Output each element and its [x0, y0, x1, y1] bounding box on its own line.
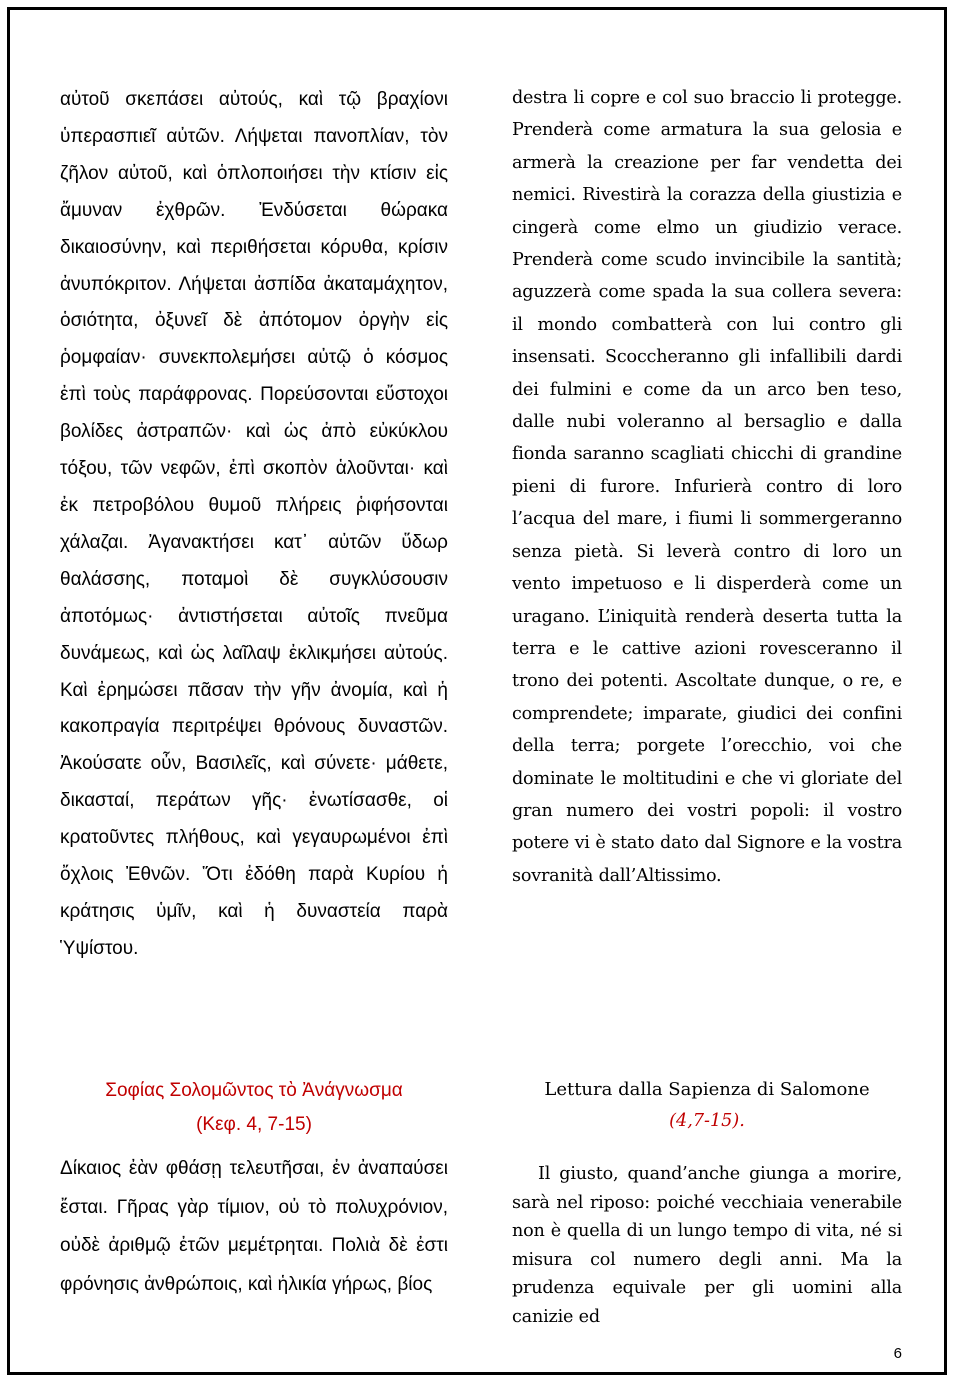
- greek-paragraph-top: αὐτοῦ σκεπάσει αὐτούς, καὶ τῷ βραχίονι ὑπερασπιεῖ αὐτῶν. Λήψεται πανοπλίαν, τὸν ζῆλον αὐτοῦ, καὶ ὁπλοποιήσει τὴν κτίσιν εἰς ἄμυναν ἐχθρῶν. Ἐνδύσεται θώρακα δικαιοσύνην, καὶ περιθήσεται κόρυθα, κρίσιν ἀνυπόκριτον. Λήψεται ἀσπίδα ἀκαταμάχητον, ὁσιότητα, ὀξυνεῖ δὲ ἀπότομον ὀργὴν εἰς ῥομφαίαν· συνεκπολεμήσει αὐτῷ ὁ κόσμος ἐπὶ τοὺς παράφρονας. Πορεύσονται εὔστοχοι βολίδες ἀστραπῶν· καὶ ὡς ἀπὸ εὐκύκλου τόξου, τῶν νεφῶν, ἐπὶ σκοπὸν ἁλοῦνται· καὶ ἐκ πετροβόλου θυμοῦ πλήρεις ῥιφήσονται χάλαζαι. Ἀγανακτήσει κατ᾿ αὐτῶν ὕδωρ θαλάσσης, ποταμοὶ δὲ συγκλύσουσιν ἀποτόμως· ἀντιστήσεται αὐτοῖς πνεῦμα δυνάμεως, καὶ ὡς λαῖλαψ ἐκλικμήσει αὐτούς. Καὶ ἐρημώσει πᾶσαν τὴν γῆν ἀνομία, καὶ ἡ κακοπραγία περιτρέψει θρόνους δυναστῶν. Ἀκούσατε οὖν, Βασιλεῖς, καὶ σύνετε· μάθετε, δικασταί, περάτων γῆς· ἐνωτίσασθε, οἱ κρατοῦντες πλήθους, καὶ γεγαυρωμένοι ἐπὶ ὄχλοις Ἐθνῶν. Ὅτι ἐδόθη παρὰ Κυρίου ἡ κράτησις ὑμῖν, καὶ ἡ δυναστεία παρὰ Ὑψίστου.: [60, 89, 448, 959]
- greek-reading-title: Σοφίας Σολομῶντος τὸ Ἀνάγνωσμα: [105, 1080, 403, 1101]
- greek-reading-reference: (Κεφ. 4, 7-15): [196, 1114, 312, 1135]
- greek-reading-heading: [60, 1074, 448, 1142]
- italian-paragraph-top: destra li copre e col suo braccio li protegge. Prenderà come armatura la sua gelosia e armerà la creazione per far vendetta dei nemici. Rivestirà la corazza della giustizia e cingerà come elmo un giudizio verace. Prenderà come scudo invincibile la santità; aguzzerà come spada la sua collera severa: il mondo combatterà con lui contro gli insensati. Scoccheranno gli infallibili dardi dei fulmini e come da un arco ben teso, dalle nubi voleranno al bersaglio e dalla fionda saranno scagliati chicchi di grandine pieni di furore. Infurierà contro di loro l’acqua del mare, i fiumi li sommergeranno senza pietà. Si leverà contro di loro un vento impetuoso e li disperderà come un uragano. L’iniquità renderà deserta tutta la terra e le cattive azioni rovesceranno il trono dei potenti. Ascoltate dunque, o re, e comprendete; imparate, giudici dei confini della terra; porgete l’orecchio, voi che dominate le moltitudini e che vi gloriate del gran numero dei vostri popoli: il vostro potere vi è stato dato dal Signore e la vostra sovranità dall’Altissimo.: [512, 88, 902, 886]
- italian-reading-heading: [512, 1074, 902, 1136]
- italian-reading-reference: (4,7-15).: [669, 1111, 745, 1131]
- greek-paragraph-bottom: Δίκαιος ἐὰν φθάσῃ τελευτῆσαι, ἐν ἀναπαύσει ἔσται. Γῆρας γὰρ τίμιον, οὐ τὸ πολυχρόνιον, οὐδὲ ἀριθμῷ ἐτῶν μεμέτρηται. Πολιὰ δὲ ἐστι φρόνησις ἀνθρώποις, καὶ ἡλικία γήρως, βίος: [60, 1158, 448, 1295]
- italian-reading-title: Lettura dalla Sapienza di Salomone: [544, 1079, 870, 1100]
- italian-paragraph-bottom: Il giusto, quand’anche giunga a morire, sarà nel riposo: poiché vecchiaia venerabile non è quella di un lungo tempo di vita, né si misura col numero degli anni. Ma la prudenza equivale per gli uomini alla canizie ed: [512, 1164, 902, 1327]
- page-number: 6: [893, 1345, 902, 1362]
